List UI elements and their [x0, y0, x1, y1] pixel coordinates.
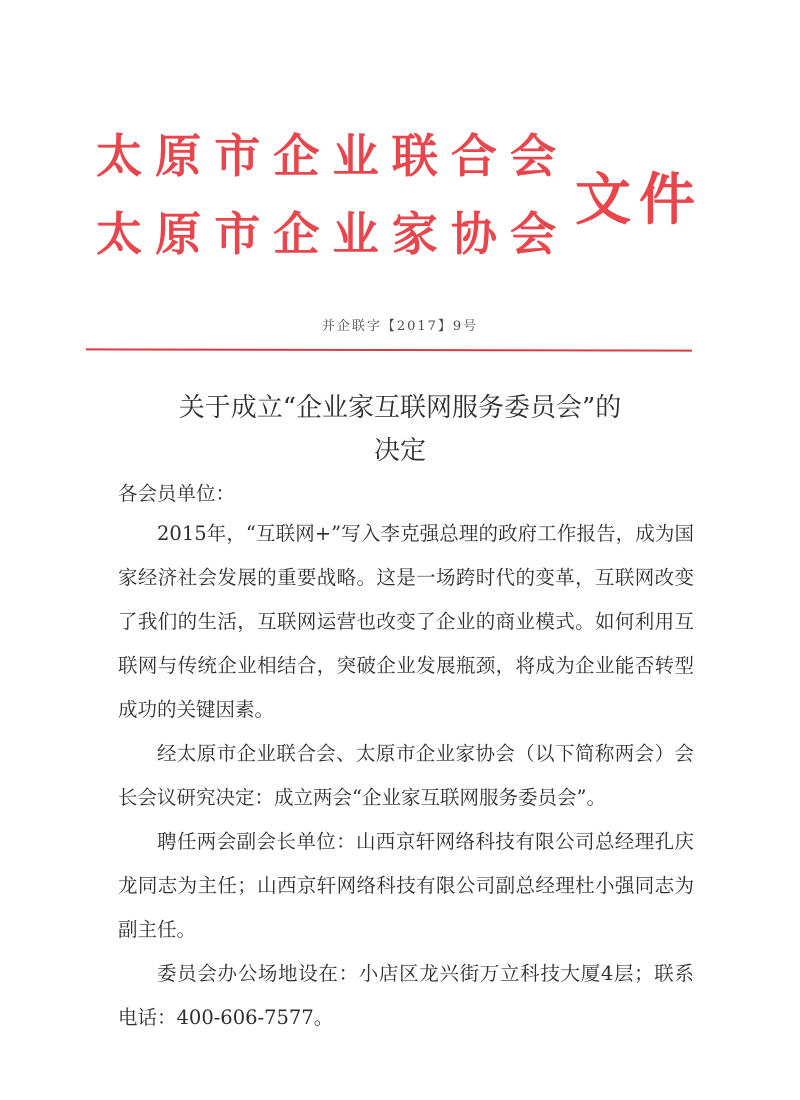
issuer-name-2: [96, 208, 556, 260]
salutation: 各会员单位：: [118, 482, 236, 505]
header-char: 原: [155, 207, 202, 261]
header-char: 件: [639, 167, 695, 233]
header-char: 企: [273, 129, 320, 183]
document-title-line-1: 关于成立“企业家互联网服务委员会”的: [178, 393, 622, 423]
header-char: 原: [155, 129, 202, 183]
header-char: 市: [214, 129, 261, 183]
header-char: 协: [450, 207, 497, 261]
header-char: 会: [509, 207, 556, 261]
document-number: 并企联字【2017】9号: [321, 319, 479, 334]
body-paragraph-contact: 委员会办公场地设在：小店区龙兴街万立科技大厦4层；联系电话：400-606-7577。: [118, 962, 694, 1029]
red-separator-line: [86, 348, 692, 351]
header-char: 市: [214, 207, 261, 261]
document-type-label: [574, 168, 696, 232]
header-char: 企: [273, 207, 320, 261]
body-paragraph-appointment: 聘任两会副会长单位：山西京轩网络科技有限公司总经理孔庆龙同志为主任；山西京轩网络科技有限公司副总经理杜小强同志为副主任。: [118, 830, 694, 941]
header-char: 联: [391, 129, 438, 183]
header-char: 文: [575, 167, 631, 233]
body-paragraph-background: 2015年，“互联网+”写入李克强总理的政府工作报告，成为国家经济社会发展的重要战略。这是一场跨时代的变革，互联网改变了我们的生活，互联网运营也改变了企业的商业模式。如何利用互联网与传统企业相结合，突破企业发展瓶颈，将成为企业能否转型成功的关键因素。: [118, 522, 694, 721]
header-char: 业: [332, 129, 379, 183]
issuer-name-1: [96, 130, 556, 182]
header-char: 业: [332, 207, 379, 261]
header-char: 家: [391, 207, 438, 261]
header-char: 会: [509, 129, 556, 183]
document-title-line-2: 决定: [373, 436, 426, 466]
header-char: 太: [96, 129, 142, 183]
header-char: 合: [450, 129, 497, 183]
body-paragraph-decision: 经太原市企业联合会、太原市企业家协会（以下简称两会）会长会议研究决定：成立两会“企业家互联网服务委员会”。: [118, 742, 694, 809]
header-char: 太: [96, 207, 142, 261]
